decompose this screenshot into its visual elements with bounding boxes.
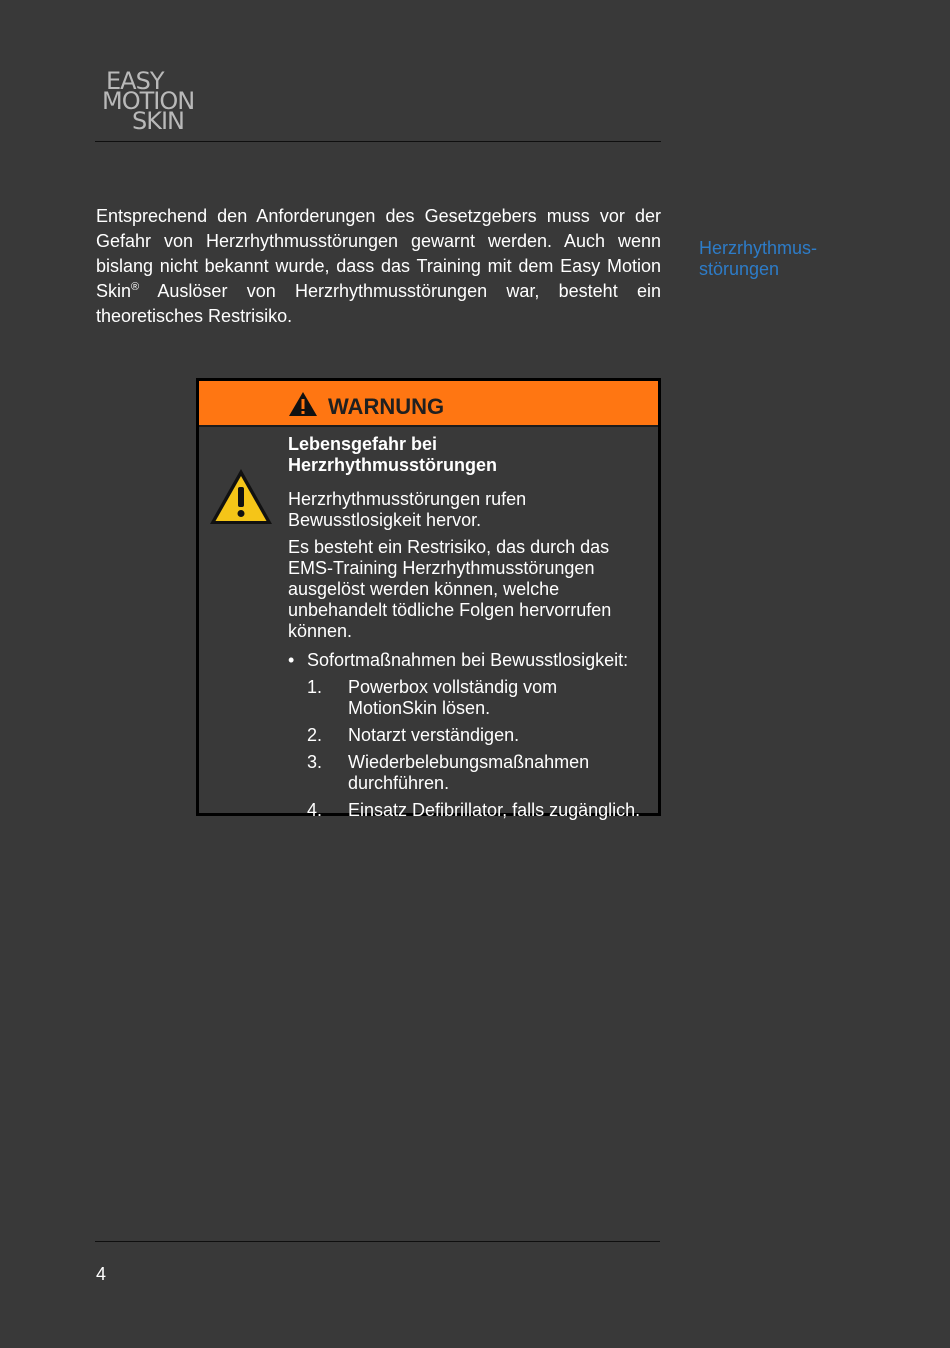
step-item-1 — [288, 677, 650, 719]
step-text: Einsatz Defibrillator, falls zugänglich. — [348, 800, 641, 820]
step-text: Notarzt verständigen. — [348, 725, 520, 745]
bullet-marker: • — [288, 650, 295, 670]
page-number: 4 — [96, 1264, 107, 1284]
bullet-item — [288, 650, 650, 671]
step-number: 3. — [307, 752, 323, 772]
warning-paragraph-1: Herzrhythmusstörungen rufen Bewusstlosigkeit hervor. — [288, 489, 527, 530]
warning-label: WARNUNG — [328, 394, 445, 419]
step-number: 2. — [307, 725, 323, 745]
margin-note-heading: Herzrhythmus-störungen — [699, 238, 818, 279]
footer-divider — [95, 1241, 660, 1242]
step-text: Wiederbelebungsmaßnahmen durchführen. — [348, 752, 590, 793]
intro-paragraph — [96, 204, 661, 329]
logo-word-motion: MOTION — [102, 87, 195, 115]
warning-title: Lebensgefahr bei Herzrhythmusstörungen — [288, 434, 498, 475]
step-number: 4. — [307, 800, 323, 820]
step-text: Powerbox vollständig vom MotionSkin lösen. — [348, 677, 558, 718]
warning-header — [199, 381, 658, 427]
hazard-warning-icon — [208, 467, 274, 527]
registered-mark: ® — [131, 281, 140, 293]
intro-text-part2: Auslöser von Herzrhythmusstörungen war, besteht ein theoretisches Restrisiko. — [96, 281, 661, 326]
warning-box — [196, 378, 661, 820]
warning-paragraph-2: Es besteht ein Restrisiko, das durch das EMS-Training Herzrhythmusstörungen ausgelöst werden können, welche unbehandelt tödliche Folgen hervorrufen können. — [288, 537, 612, 641]
logo-word-easy: EASY — [106, 67, 164, 95]
warning-triangle-icon — [288, 391, 318, 417]
bullet-text: Sofortmaßnahmen bei Bewusstlosigkeit: — [307, 650, 629, 670]
logo-word-skin: SKIN — [132, 107, 185, 135]
step-item-3 — [288, 752, 650, 794]
step-number: 1. — [307, 677, 323, 697]
step-item-4 — [288, 800, 650, 821]
header-divider — [95, 141, 661, 142]
brand-logo — [100, 67, 210, 136]
intro-text-part1: Entsprechend den Anforderungen des Gesetzgebers muss vor der Gefahr von Herzrhythmusstörungen gewarnt werden. Auch wenn bislang nicht bekannt wurde, dass das Training mit dem Easy Motion Skin — [96, 206, 661, 301]
step-item-2 — [288, 725, 650, 746]
warning-content — [288, 434, 650, 821]
